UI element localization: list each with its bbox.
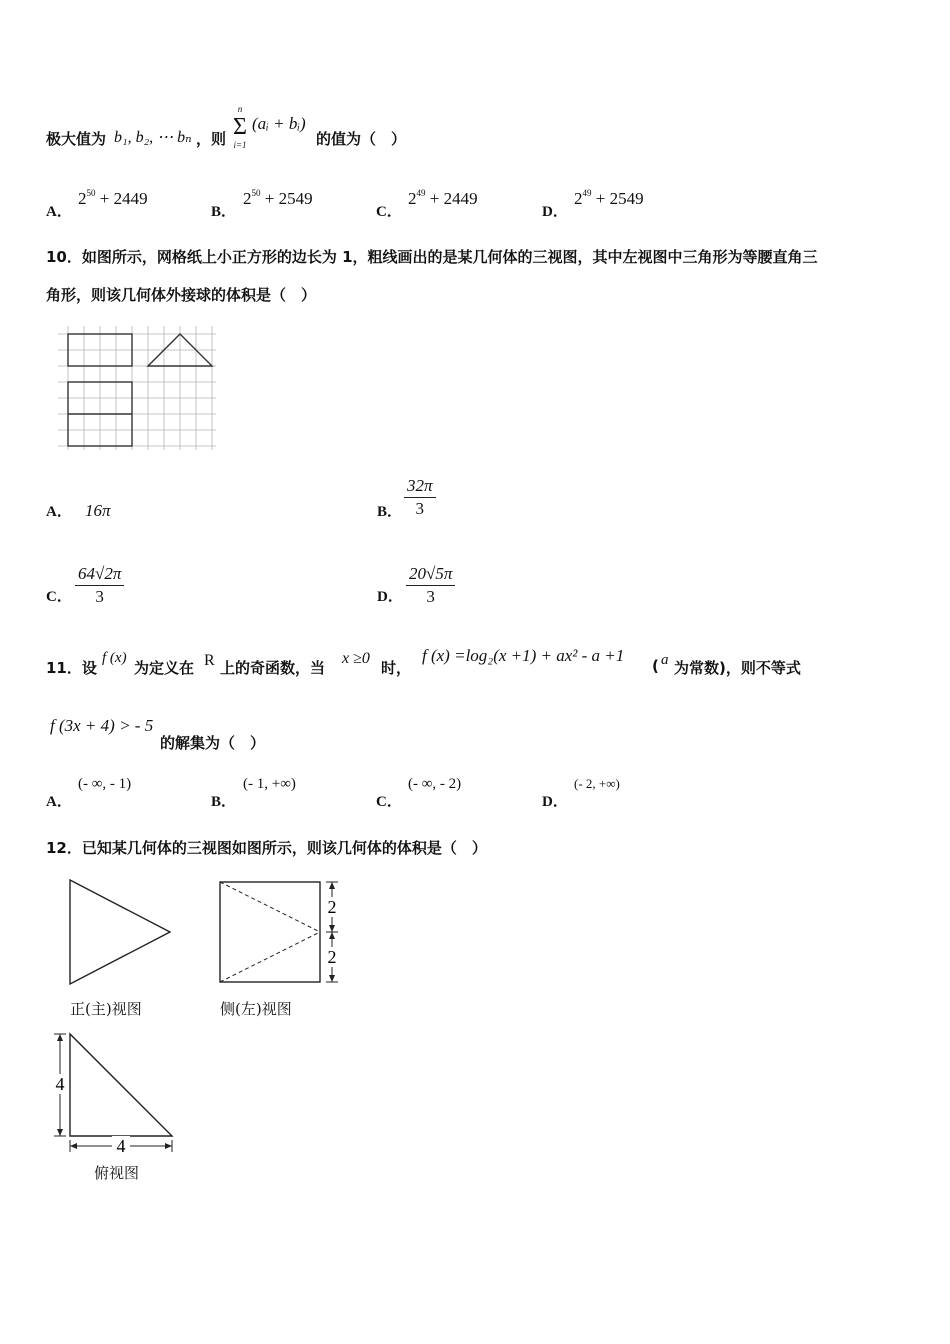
q12-front-view bbox=[62, 874, 182, 992]
q11-text-3: 上的奇函数，当 bbox=[220, 659, 326, 677]
q9-sequence: b₁, b₂, ⋯ bₙ bbox=[114, 129, 192, 146]
q12-text: 12．已知某几何体的三视图如图所示，则该几何体的体积是（ ） bbox=[46, 839, 487, 857]
q11-R: R bbox=[204, 652, 215, 669]
q11-text-1: 11．设 bbox=[46, 659, 97, 677]
fraction-denominator: 3 bbox=[95, 587, 104, 606]
top-view-triangle bbox=[70, 1034, 172, 1136]
option-label: C． bbox=[376, 794, 402, 810]
option-label: B． bbox=[211, 794, 237, 810]
fraction-denominator: 3 bbox=[415, 499, 425, 518]
q10-line1: 10．如图所示，网格纸上小正方形的边长为 1，粗线画出的是某几何体的三视图，其中左视图中三角形为等腰直角三 bbox=[46, 248, 818, 266]
option-label: A． bbox=[46, 204, 72, 220]
q10-option-d-fraction bbox=[406, 563, 455, 608]
fraction-numerator: 20√5π bbox=[406, 563, 455, 586]
sum-upper: n bbox=[237, 104, 243, 114]
q9-text-c: 的值为（ ） bbox=[316, 130, 407, 148]
option-value: (- 2, +∞) bbox=[574, 776, 620, 791]
side-view-dashed-lower bbox=[220, 932, 320, 982]
q11-text-4: 时， bbox=[381, 659, 412, 677]
q11-condition: x ≥0 bbox=[342, 650, 370, 667]
option-label: A． bbox=[46, 794, 72, 810]
option-label: C． bbox=[46, 589, 72, 605]
sum-lower: i=1 bbox=[233, 140, 247, 150]
option-value: $2^{50} + 2549$ bbox=[243, 188, 313, 208]
top-dim-horizontal: 4 bbox=[116, 1136, 126, 1156]
q12-top-caption: 俯视图 bbox=[94, 1164, 140, 1182]
side-view-square bbox=[220, 882, 320, 982]
side-view-dashed-upper bbox=[220, 882, 320, 932]
fraction-numerator: 64√2π bbox=[75, 563, 124, 586]
fraction-denominator: 3 bbox=[426, 587, 435, 606]
side-dim-2: 2 bbox=[327, 947, 337, 967]
q12-side-view bbox=[212, 874, 352, 992]
option-label: C． bbox=[376, 204, 402, 220]
q10-option-d[interactable] bbox=[377, 585, 403, 606]
q11-text-6: 为常数)，则不等式 bbox=[674, 659, 801, 677]
q10-option-b[interactable] bbox=[377, 500, 402, 521]
q10-option-c-fraction bbox=[75, 563, 124, 608]
q11-text-5: ( bbox=[652, 657, 659, 675]
fraction-numerator: 32π bbox=[404, 475, 436, 498]
option-label: D． bbox=[542, 204, 568, 220]
option-label: A． bbox=[46, 504, 72, 520]
q10-option-a[interactable] bbox=[46, 500, 110, 521]
option-value: (- ∞, - 1) bbox=[78, 776, 132, 792]
q9-summation bbox=[230, 104, 250, 154]
top-dim-vertical: 4 bbox=[55, 1074, 65, 1094]
q10-option-b-fraction bbox=[404, 475, 436, 520]
q11-a: a bbox=[661, 652, 669, 668]
q10-line2: 角形，则该几何体外接球的体积是（ ） bbox=[46, 286, 317, 304]
q9-sum-body: (aᵢ + bᵢ) bbox=[252, 114, 306, 133]
option-label: B． bbox=[211, 204, 237, 220]
side-dim-1: 2 bbox=[327, 897, 337, 917]
q9-text-a: 极大值为 bbox=[46, 130, 107, 148]
grid-lines bbox=[58, 326, 216, 450]
option-value: 16π bbox=[84, 501, 111, 520]
option-value: (- 1, +∞) bbox=[243, 776, 296, 792]
option-value: $2^{49} + 2549$ bbox=[574, 188, 644, 208]
front-view-triangle bbox=[70, 880, 170, 984]
q10-three-view-grid bbox=[58, 324, 218, 452]
q11-text-2: 为定义在 bbox=[134, 659, 195, 677]
q9-text-b: ，则 bbox=[196, 130, 227, 148]
sigma-symbol: Σ bbox=[233, 114, 247, 140]
q10-option-c[interactable] bbox=[46, 585, 72, 606]
q11-text-7: 的解集为（ ） bbox=[160, 734, 266, 752]
option-label: D． bbox=[542, 794, 568, 810]
option-value: $2^{50} + 2449$ bbox=[78, 188, 148, 208]
option-label: D． bbox=[377, 589, 403, 605]
option-value: (- ∞, - 2) bbox=[408, 776, 462, 792]
option-value: $2^{49} + 2449$ bbox=[408, 188, 478, 208]
q12-top-view bbox=[46, 1030, 182, 1162]
q12-front-caption: 正(主)视图 bbox=[70, 1000, 142, 1018]
q11-fx: f (x) bbox=[102, 650, 127, 666]
q12-side-caption: 侧(左)视图 bbox=[220, 1000, 292, 1018]
q11-inequality: f (3x + 4) > - 5 bbox=[50, 716, 154, 735]
q11-formula: f (x) =log₂(x +1) + ax² - a +1 bbox=[422, 646, 625, 665]
option-label: B． bbox=[377, 504, 403, 520]
